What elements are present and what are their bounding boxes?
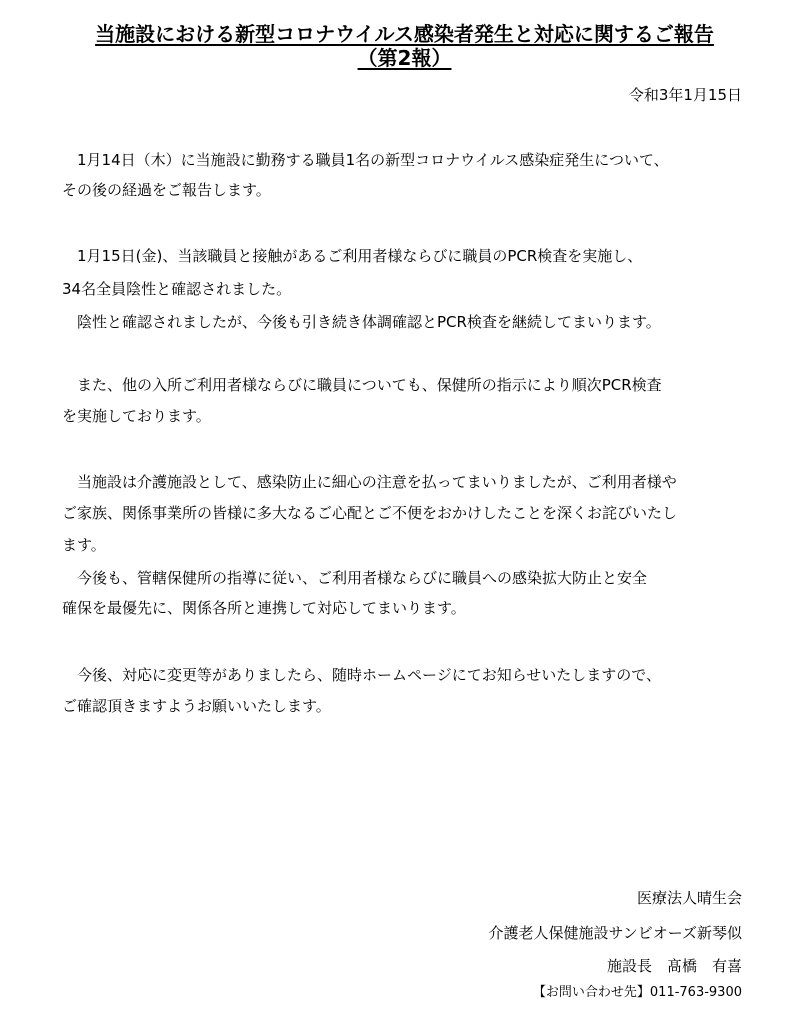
document-date: 令和3年1月15日 xyxy=(628,86,742,104)
director-name: 施設長 髙橋 有喜 xyxy=(606,957,742,975)
document-title-text: 当施設における新型コロナウイルス感染者発生と対応に関するご報告 xyxy=(95,22,714,46)
contact-info: 【お問い合わせ先】011-763-9300 xyxy=(532,985,742,1000)
organization-name: 医療法人晴生会 xyxy=(636,889,742,907)
body-line: 1月15日(金)、当該職員と接触があるご利用者様ならびに職員のPCR検査を実施し、 xyxy=(62,247,643,265)
body-line: 1月14日（木）に当施設に勤務する職員1名の新型コロナウイルス感染症発生について、 xyxy=(62,151,669,169)
body-line: 今後も、管轄保健所の指導に従い、ご利用者様ならびに職員への感染拡大防止と安全 xyxy=(62,569,648,587)
body-line: ます。 xyxy=(62,536,106,554)
body-line: 確保を最優先に、関係各所と連携して対応してまいります。 xyxy=(62,599,466,617)
body-line: 陰性と確認されましたが、今後も引き続き体調確認とPCR検査を継続してまいります。 xyxy=(62,313,661,331)
body-line: ご確認頂きますようお願いいたします。 xyxy=(62,697,331,715)
body-line: 34名全員陰性と確認されました。 xyxy=(62,280,292,298)
body-line: また、他の入所ご利用者様ならびに職員についても、保健所の指示により順次PCR検査 xyxy=(62,376,662,394)
report-number: （第2報） xyxy=(357,46,452,70)
body-line: を実施しております。 xyxy=(62,407,211,425)
body-line: 今後、対応に変更等がありましたら、随時ホームページにてお知らせいたしますので、 xyxy=(62,666,661,684)
facility-name: 介護老人保健施設サンビオーズ新琴似 xyxy=(488,924,742,942)
body-line: その後の経過をご報告します。 xyxy=(62,181,271,199)
document-subtitle xyxy=(0,46,809,70)
document-title xyxy=(0,22,809,46)
body-line: 当施設は介護施設として、感染防止に細心の注意を払ってまいりましたが、ご利用者様や xyxy=(62,473,677,491)
body-line: ご家族、関係事業所の皆様に多大なるご心配とご不便をおかけしたことを深くお詫びいたし xyxy=(62,504,678,522)
